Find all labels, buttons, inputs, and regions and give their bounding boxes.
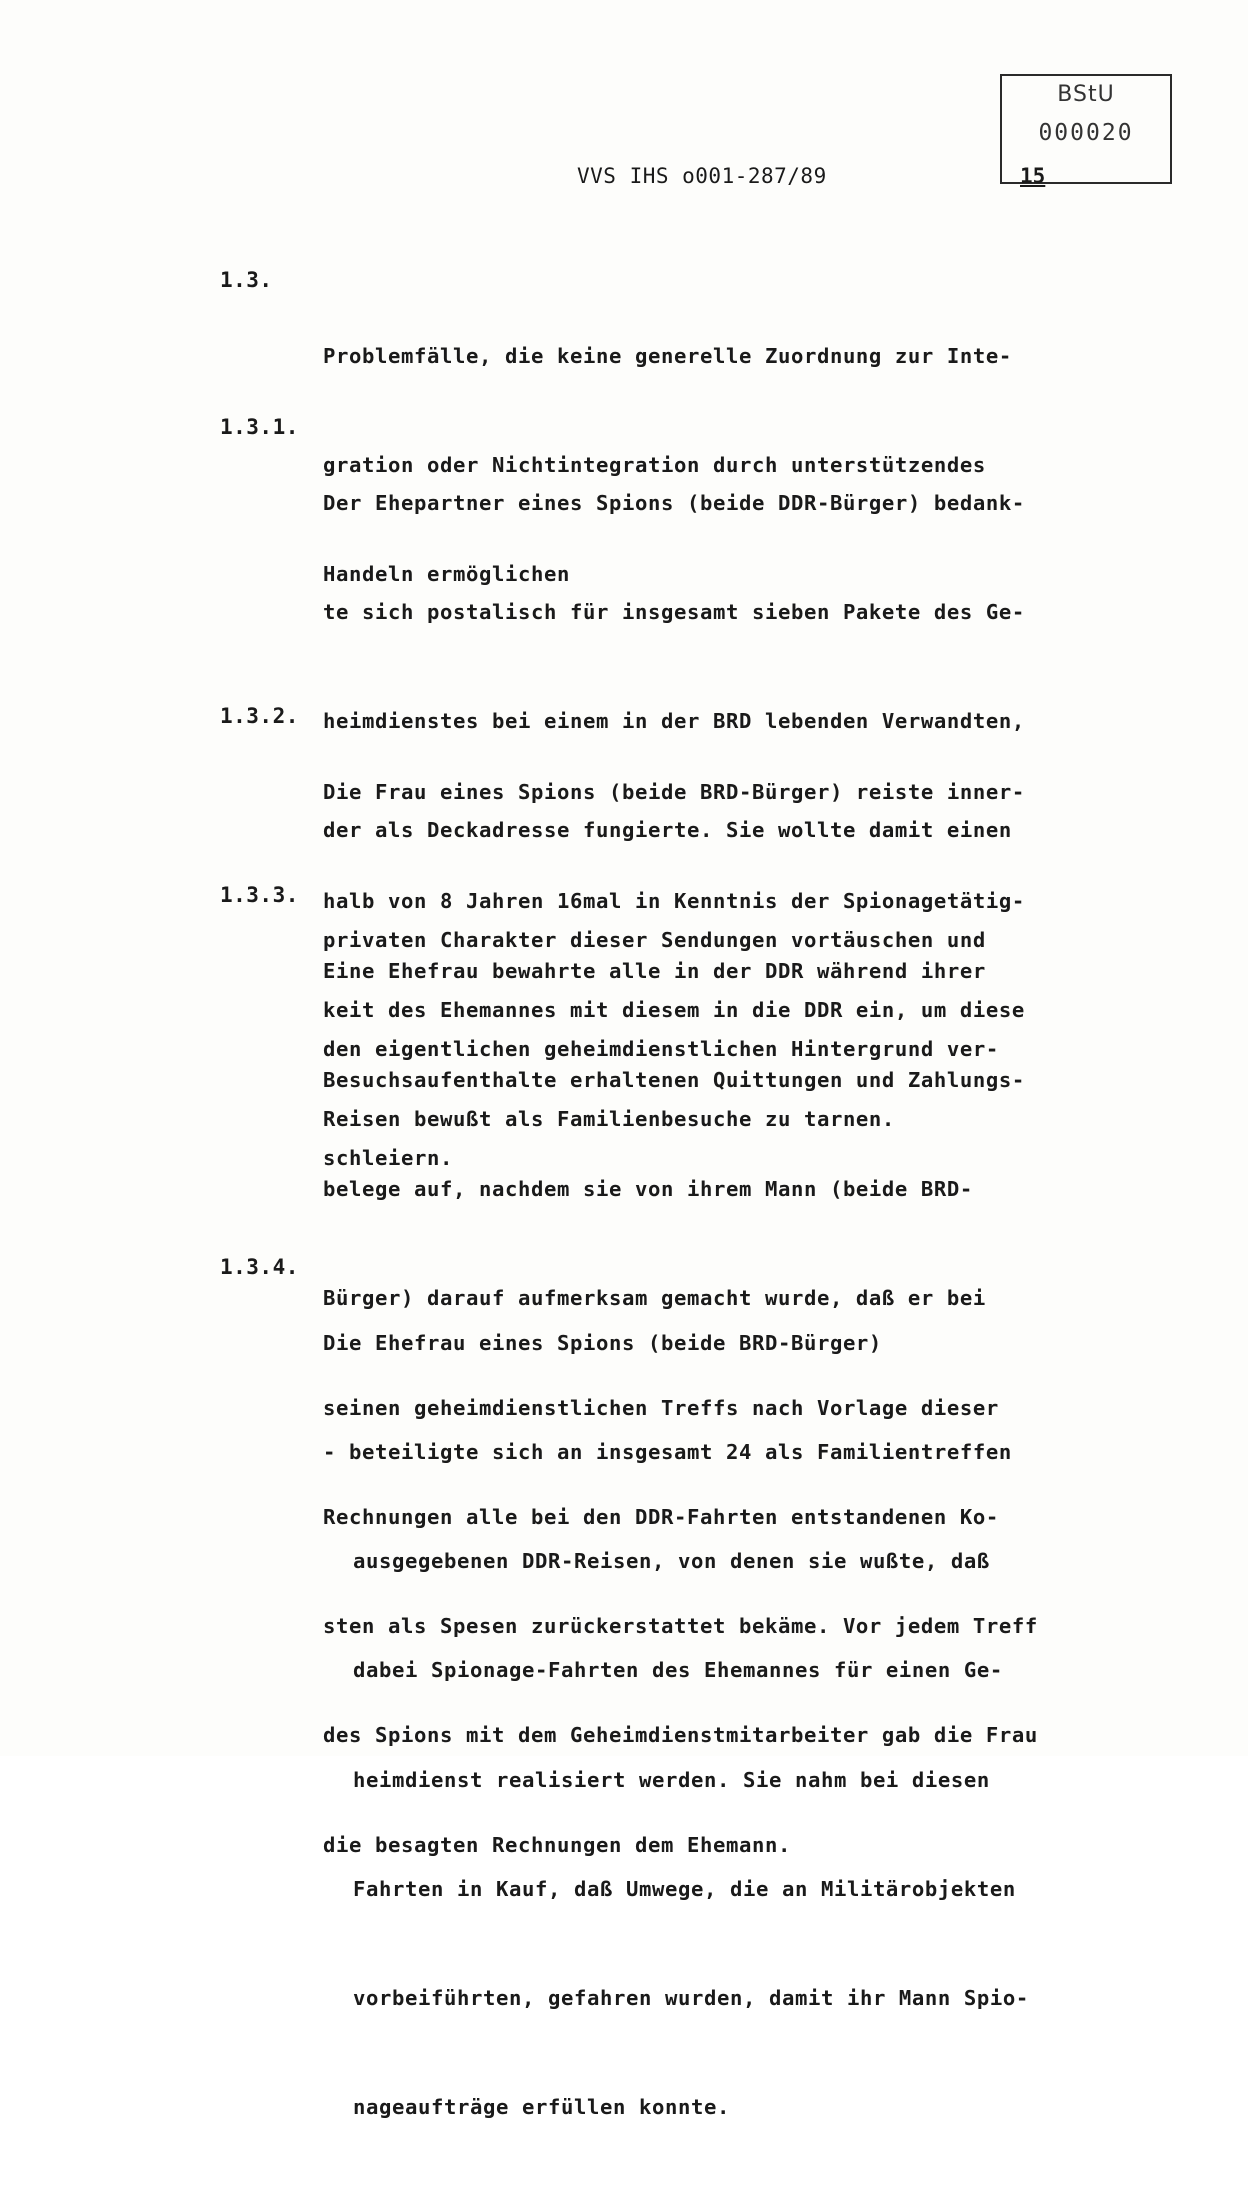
text-line: Fahrten in Kauf, daß Umwege, die an Militärobjekten xyxy=(353,1876,1016,1901)
text-line: dabei Spionage-Fahrten des Ehemannes für einen Ge- xyxy=(353,1658,1003,1683)
text-line: heimdienstes bei einem in der BRD lebenden Verwandten, xyxy=(323,709,1025,734)
text-line: te sich postalisch für insgesamt sieben Pakete des Ge- xyxy=(323,600,1025,625)
text-line: heimdienst realisiert werden. Sie nahm bei diesen xyxy=(353,1767,990,1792)
text-line: Besuchsaufenthalte erhaltenen Quittungen und Zahlungs- xyxy=(323,1068,1025,1093)
section-number: 1.3.2. xyxy=(220,704,299,728)
text-line: - beteiligte sich an insgesamt 24 als Familientreffen xyxy=(323,1440,1012,1465)
text-line: schleiern. xyxy=(323,1146,453,1171)
text-line: Handeln ermöglichen xyxy=(323,562,570,587)
section-number: 1.3.1. xyxy=(220,415,299,439)
text-line: Problemfälle, die keine generelle Zuordnung zur Inte- xyxy=(323,343,1012,368)
section-text xyxy=(323,1252,1150,2199)
document-reference: VVS IHS o001-287/89 xyxy=(577,164,827,188)
text-line: Rechnungen alle bei den DDR-Fahrten entstandenen Ko- xyxy=(323,1504,999,1529)
section-number: 1.3.3. xyxy=(220,883,299,907)
text-line: Reisen bewußt als Familienbesuche zu tarnen. xyxy=(323,1107,895,1132)
text-line: die besagten Rechnungen dem Ehemann. xyxy=(323,1832,791,1857)
text-line: Die Ehefrau eines Spions (beide BRD-Bürger) xyxy=(323,1330,882,1355)
text-line: Bürger) darauf aufmerksam gemacht wurde, daß er bei xyxy=(323,1286,986,1311)
section-number: 1.3.4. xyxy=(220,1255,299,1279)
text-line: halb von 8 Jahren 16mal in Kenntnis der Spionagetätig- xyxy=(323,889,1025,914)
text-line: Die Frau eines Spions (beide BRD-Bürger) reiste inner- xyxy=(323,779,1025,804)
text-line: der als Deckadresse fungierte. Sie wollte damit einen xyxy=(323,818,1012,843)
text-line: sten als Spesen zurückerstattet bekäme. Vor jedem Treff xyxy=(323,1614,1038,1639)
stamp-org: BStU xyxy=(1057,82,1115,107)
text-line: den eigentlichen geheimdienstlichen Hintergrund ver- xyxy=(323,1036,999,1061)
section-1-3-4 xyxy=(220,1252,1150,2199)
text-line: Der Ehepartner eines Spions (beide DDR-Bürger) bedank- xyxy=(323,490,1025,515)
text-line: keit des Ehemannes mit diesem in die DDR ein, um diese xyxy=(323,998,1025,1023)
text-line: ausgegebenen DDR-Reisen, von denen sie wußte, daß xyxy=(353,1549,990,1574)
section-number: 1.3. xyxy=(220,268,273,292)
text-line: belege auf, nachdem sie von ihrem Mann (beide BRD- xyxy=(323,1177,973,1202)
text-line: vorbeiführten, gefahren wurden, damit ihr Mann Spio- xyxy=(353,1986,1029,2011)
text-line: Eine Ehefrau bewahrte alle in der DDR während ihrer xyxy=(323,958,986,983)
page-number: 15 xyxy=(1020,164,1046,188)
text-line: seinen geheimdienstlichen Treffs nach Vorlage dieser xyxy=(323,1395,999,1420)
text-line: des Spions mit dem Geheimdienstmitarbeiter gab die Frau xyxy=(323,1723,1038,1748)
text-line: gration oder Nichtintegration durch unterstützendes xyxy=(323,453,986,478)
stamp-number: 000020 xyxy=(1038,120,1134,146)
text-line: nageaufträge erfüllen konnte. xyxy=(353,2095,730,2120)
text-line: privaten Charakter dieser Sendungen vortäuschen und xyxy=(323,927,986,952)
